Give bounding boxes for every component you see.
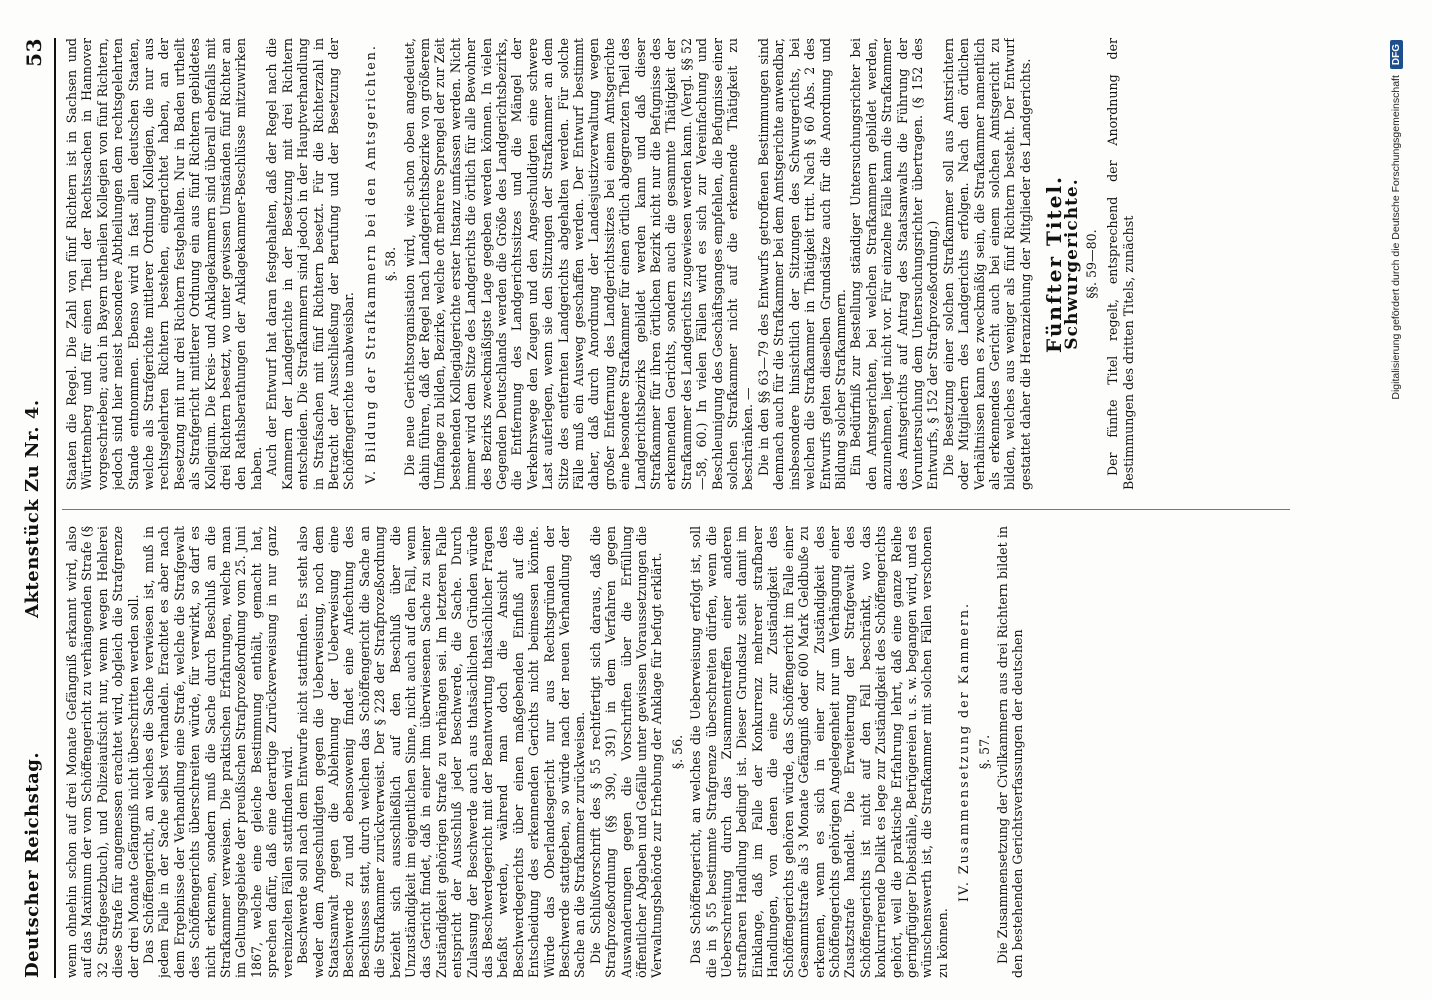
left-column: [64, 526, 1286, 978]
section-number: §. 57.: [976, 734, 992, 770]
body-paragraph: Beschwerde soll nach dem Entwurfe nicht stattfinden. Es steht also weder dem Angeschuldigten gegen die Ueberweisung, noch dem Staatsanwalt gegen die Ablehnung der Ueberweisung eine Beschwerde zu und ebensowenig findet eine Anfechtung des Beschlusses statt, durch welchen das Schöffengericht die Sache an die Strafkammer zurückverweist. Der § 228 der Strafprozeßordnung bezieht sich ausschließlich auf den Beschluß über die Unzuständigkeit im eigentlichen Sinne, nicht auch auf den Fall, wenn das Gericht findet, daß in einer ihm überwiesenen Sache zu seiner Zuständigkeit gehörigen Strafe zu verhängen sei. Im letzteren Falle entspricht der Ausschluß jeder Beschwerde, die Sache. Durch Zulassung der Beschwerde auch aus thatsächlichen Gründen würde das Beschwerdegericht mit der Beantwortung thatsächlicher Fragen befaßt werden, während man doch die Ansicht des Beschwerdegerichts über einen maßgebenden Einfluß auf die Entscheidung des erkennenden Gerichts nicht beimessen könnte. Würde das Oberlandesgericht nur aus Rechtsgründen der Beschwerde stattgeben, so würde nach der neuen Verhandlung der Sache an die Strafkammer zurückweisen.: [295, 526, 588, 978]
section-heading: IV. Zusammensetzung der Kammern.: [956, 602, 972, 902]
section-heading: V. Bildung der Strafkammern bei den Amtsgerichten.: [362, 44, 378, 484]
page-number: 53: [22, 38, 46, 67]
body-paragraph: Das Schöffengericht, an welches die Sache verwiesen ist, muß in jedem Falle in der Sache selbst verhandeln. Erachtet es aber nach dem Ergebnisse der Verhandlung eine Strafe, welche die Strafgewalt des Schöffengerichts überschreiten würde, für verwirkt, so darf es nicht erkennen, sondern muß die Sache durch Beschluß an die Strafkammer verweisen. Die praktischen Erfahrungen, welche man im Geltungsgebiete der preußischen Strafprozeßordnung vom 25. Juni 1867, welche eine gleiche Bestimmung enthält, gemacht hat, sprechen dafür, daß eine derartige Zurückverweisung in nur ganz vereinzelten Fällen stattfinden wird.: [141, 526, 295, 978]
column-divider: [62, 509, 1290, 510]
body-paragraph: Die Besetzung einer solchen Strafkammer soll aus Amtsrichtern oder Mitgliedern des Landgerichts erfolgen. Nach den örtlichen Verhältnissen kann es zweckmäßig sein, die Strafkammer namentlich als erkennendes Gericht auch bei einem solchen Amtsgericht zu bilden, welches aus weniger als fünf Richtern besteht. Der Entwurf gestattet daher die Heranziehung der Mitglieder des Landgerichts.: [940, 38, 1033, 490]
header-document-ref: Aktenstück Zu Nr. 4.: [22, 399, 43, 618]
section-number: §. 56.: [669, 734, 685, 770]
dfg-logo: DFG: [1390, 40, 1403, 69]
header-publication: Deutscher Reichstag.: [22, 751, 43, 978]
digitization-note: Digitalisierung gefördert durch die Deutsche Forschungsgemeinschaft: [1390, 75, 1402, 400]
title-heading: Fünfter Titel.: [1042, 175, 1067, 353]
page-header: [20, 38, 56, 978]
body-paragraph: wenn ohnehin schon auf drei Monate Gefängniß erkannt wird, also auf das Maximum der vom Schöffengericht zu verhängenden Strafe (§ 32 Strafgesetzbuch), und Polizeiaufsicht nur, wenn wegen Hehlerei diese Strafe für angemessen erachtet wird, obgleich die Strafgrenze der drei Monate Gefängniß nicht überschritten werden soll.: [64, 526, 141, 978]
title-subheading: Schwurgerichte.: [1061, 178, 1082, 350]
section-range: §§. 59—80.: [1084, 229, 1099, 299]
body-paragraph: Ein Bedürfniß zur Bestellung ständiger Untersuchungsrichter bei den Amtsgerichten, bei welchen Strafkammern gebildet werden, anzunehmen, liegt nicht vor. Für einzelne Fälle kann die Strafkammer des Amtsgerichts auf Antrag des Staatsanwalts die Führung der Voruntersuchung dem Untersuchungsrichter übertragen. (§ 152 des Entwurfs, § 152 der Strafprozeßordnung.): [848, 38, 941, 490]
right-column: [64, 38, 1286, 490]
body-paragraph: Staaten die Regel. Die Zahl von fünf Richtern ist in Sachsen und Württemberg und für einen Theil der Rechtssachen in Hannover vorgeschrieben; auch in Bayern urtheilen Kollegien von fünf Richtern, jedoch sind hier meist besondere Abtheilungen dem rechtsgelehrten Stande entnommen. Ebenso wird in fast allen deutschen Staaten, welche als Strafgerichte mittlerer Ordnung Kollegien, die nur aus rechtsgelehrten Richtern bestehen, eingerichtet haben, an der Besetzung mit nur drei Richtern festgehalten. Nur in Baden urtheilt als Strafgericht mittlerer Ordnung ein aus fünf Richtern gebildetes Kollegium. Die Kreis- und Anklagekammern sind überall ebenfalls mit drei Richtern besetzt, wo unter gewissen Umständen fünf Richter an den Rathsberathungen der Anklagekammer-Beschlüsse mitzuwirken haben.: [64, 38, 264, 490]
digitization-credit: [1390, 40, 1403, 960]
body-paragraph: Die neue Gerichtsorganisation wird, wie schon oben angedeutet, dahin führen, daß der Regel nach Landgerichtsbezirke von größerem Umfange zu bilden, Bezirke, welche oft mehrere Sprengel der zur Zeit bestehenden Kollegialgerichte erster Instanz umfassen werden. Nicht immer wird dem Sitze des Landgerichts die örtlich für alle Bewohner des Bezirks zweckmäßigste Lage gegeben werden können. In vielen Gegenden Deutschlands werden die Größe des Landgerichtsbezirks, die Entfernung des Landgerichtssitzes und die Mängel der Verkehrswege den Zeugen und den Angeschuldigten eine schwere Last auferlegen, wenn sie den Sitzungen der Strafkammer an dem Sitze des entfernten Landgerichts abgehalten werden. Für solche Fälle muß ein Ausweg geschaffen werden. Der Entwurf bestimmt daher, daß durch Anordnung der Landesjustizverwaltung wegen großer Entfernung des Landgerichtssitzes bei einem Amtsgerichte eine besondere Strafkammer für einen örtlich abgegrenzten Theil des Landgerichtsbezirks gebildet werden kann und daß dieser Strafkammer für ihren örtlichen Bezirk nicht nur die Befugnisse des erkennenden Gerichts, sondern auch die gesammte Thätigkeit der Strafkammer des Landgerichts zugewiesen werden kann. (Vergl. §§ 52—58, 60.) In vielen Fällen wird es sich zur Vereinfachung und Beschleunigung des Geschäftsganges empfehlen, die Befugnisse einer solchen Strafkammer nicht auf die erkennende Thätigkeit zu beschränken. —: [401, 38, 756, 490]
body-paragraph: Das Schöffengericht, an welches die Ueberweisung erfolgt ist, soll die in § 55 bestimmte Strafgrenze überschreiten dürfen, wenn die Ueberschreitung durch das Zusammentreffen einer anderen strafbaren Handlung bedingt ist. Dieser Grundsatz steht damit im Einklange, daß im Falle der Konkurrenz mehrerer strafbarer Handlungen, von denen die eine zur Zuständigkeit des Schöffengerichts gehören würde, das Schöffengericht im Falle einer Gesammtstrafe als 3 Monate Gefängniß oder 600 Mark Geldbuße zu erkennen, wenn es sich in einer zur Zuständigkeit des Schöffengerichts gehörigen Angelegenheit nur um Verhängung einer Zusatzstrafe handelt. Die Erweiterung der Strafgewalt des Schöffengerichts ist nicht auf den Fall beschränkt, wo das konkurrierende Delikt es lege zur Zuständigkeit des Schöffengerichts gehört, weil die praktische Erfahrung lehrt, daß eine ganze Reihe geringfügiger Diebstähle, Betrügereien u. s. w. begangen wird, und es wünschenswerth ist, die Strafkammer mit solchen Fällen verschonen zu können.: [688, 526, 950, 978]
section-number: §. 58.: [383, 246, 399, 282]
body-paragraph: Auch der Entwurf hat daran festgehalten, daß der Regel nach die Kammern der Landgerichte in der Besetzung mit drei Richtern entscheiden. Die Strafkammern sind jedoch in der Hauptverhandlung in Strafsachen mit fünf Richtern besetzt. Für die Richterzahl in Betracht der Ausschließung der Berufung und der Besetzung der Schöffengerichte unabweisbar.: [264, 38, 357, 490]
body-paragraph: Die in den §§ 63—79 des Entwurfs getroffenen Bestimmungen sind demnach auch für die Strafkammer bei dem Amtsgerichte anwendbar, insbesondere hinsichtlich der Sitzungen des Schwurgerichts, bei welchen die Strafkammer in Thätigkeit tritt. Nach § 60 Abs. 2 des Entwurfs gelten dieselben Grundsätze auch für die Anordnung und Bildung solcher Strafkammern.: [755, 38, 848, 490]
body-paragraph: Die Zusammensetzung der Civilkammern aus drei Richtern bildet in den bestehenden Gerichtsverfassungen der deutschen: [994, 526, 1026, 978]
body-paragraph: Die Schlußvorschrift des § 55 rechtfertigt sich daraus, daß die Strafprozeßordnung (§§ 390, 391) in dem Verfahren gegen Auswanderungen gegen die Vorschriften über die Erfüllung öffentlicher Abgaben und Gefälle unter gewissen Voraussetzungen die Verwaltungsbehörde zur Erhebung der Anklage für befugt erklärt.: [587, 526, 665, 978]
body-paragraph: Der fünfte Titel regelt, entsprechend der Anordnung der Bestimmungen des dritten Titels, zunächst: [1105, 38, 1136, 490]
